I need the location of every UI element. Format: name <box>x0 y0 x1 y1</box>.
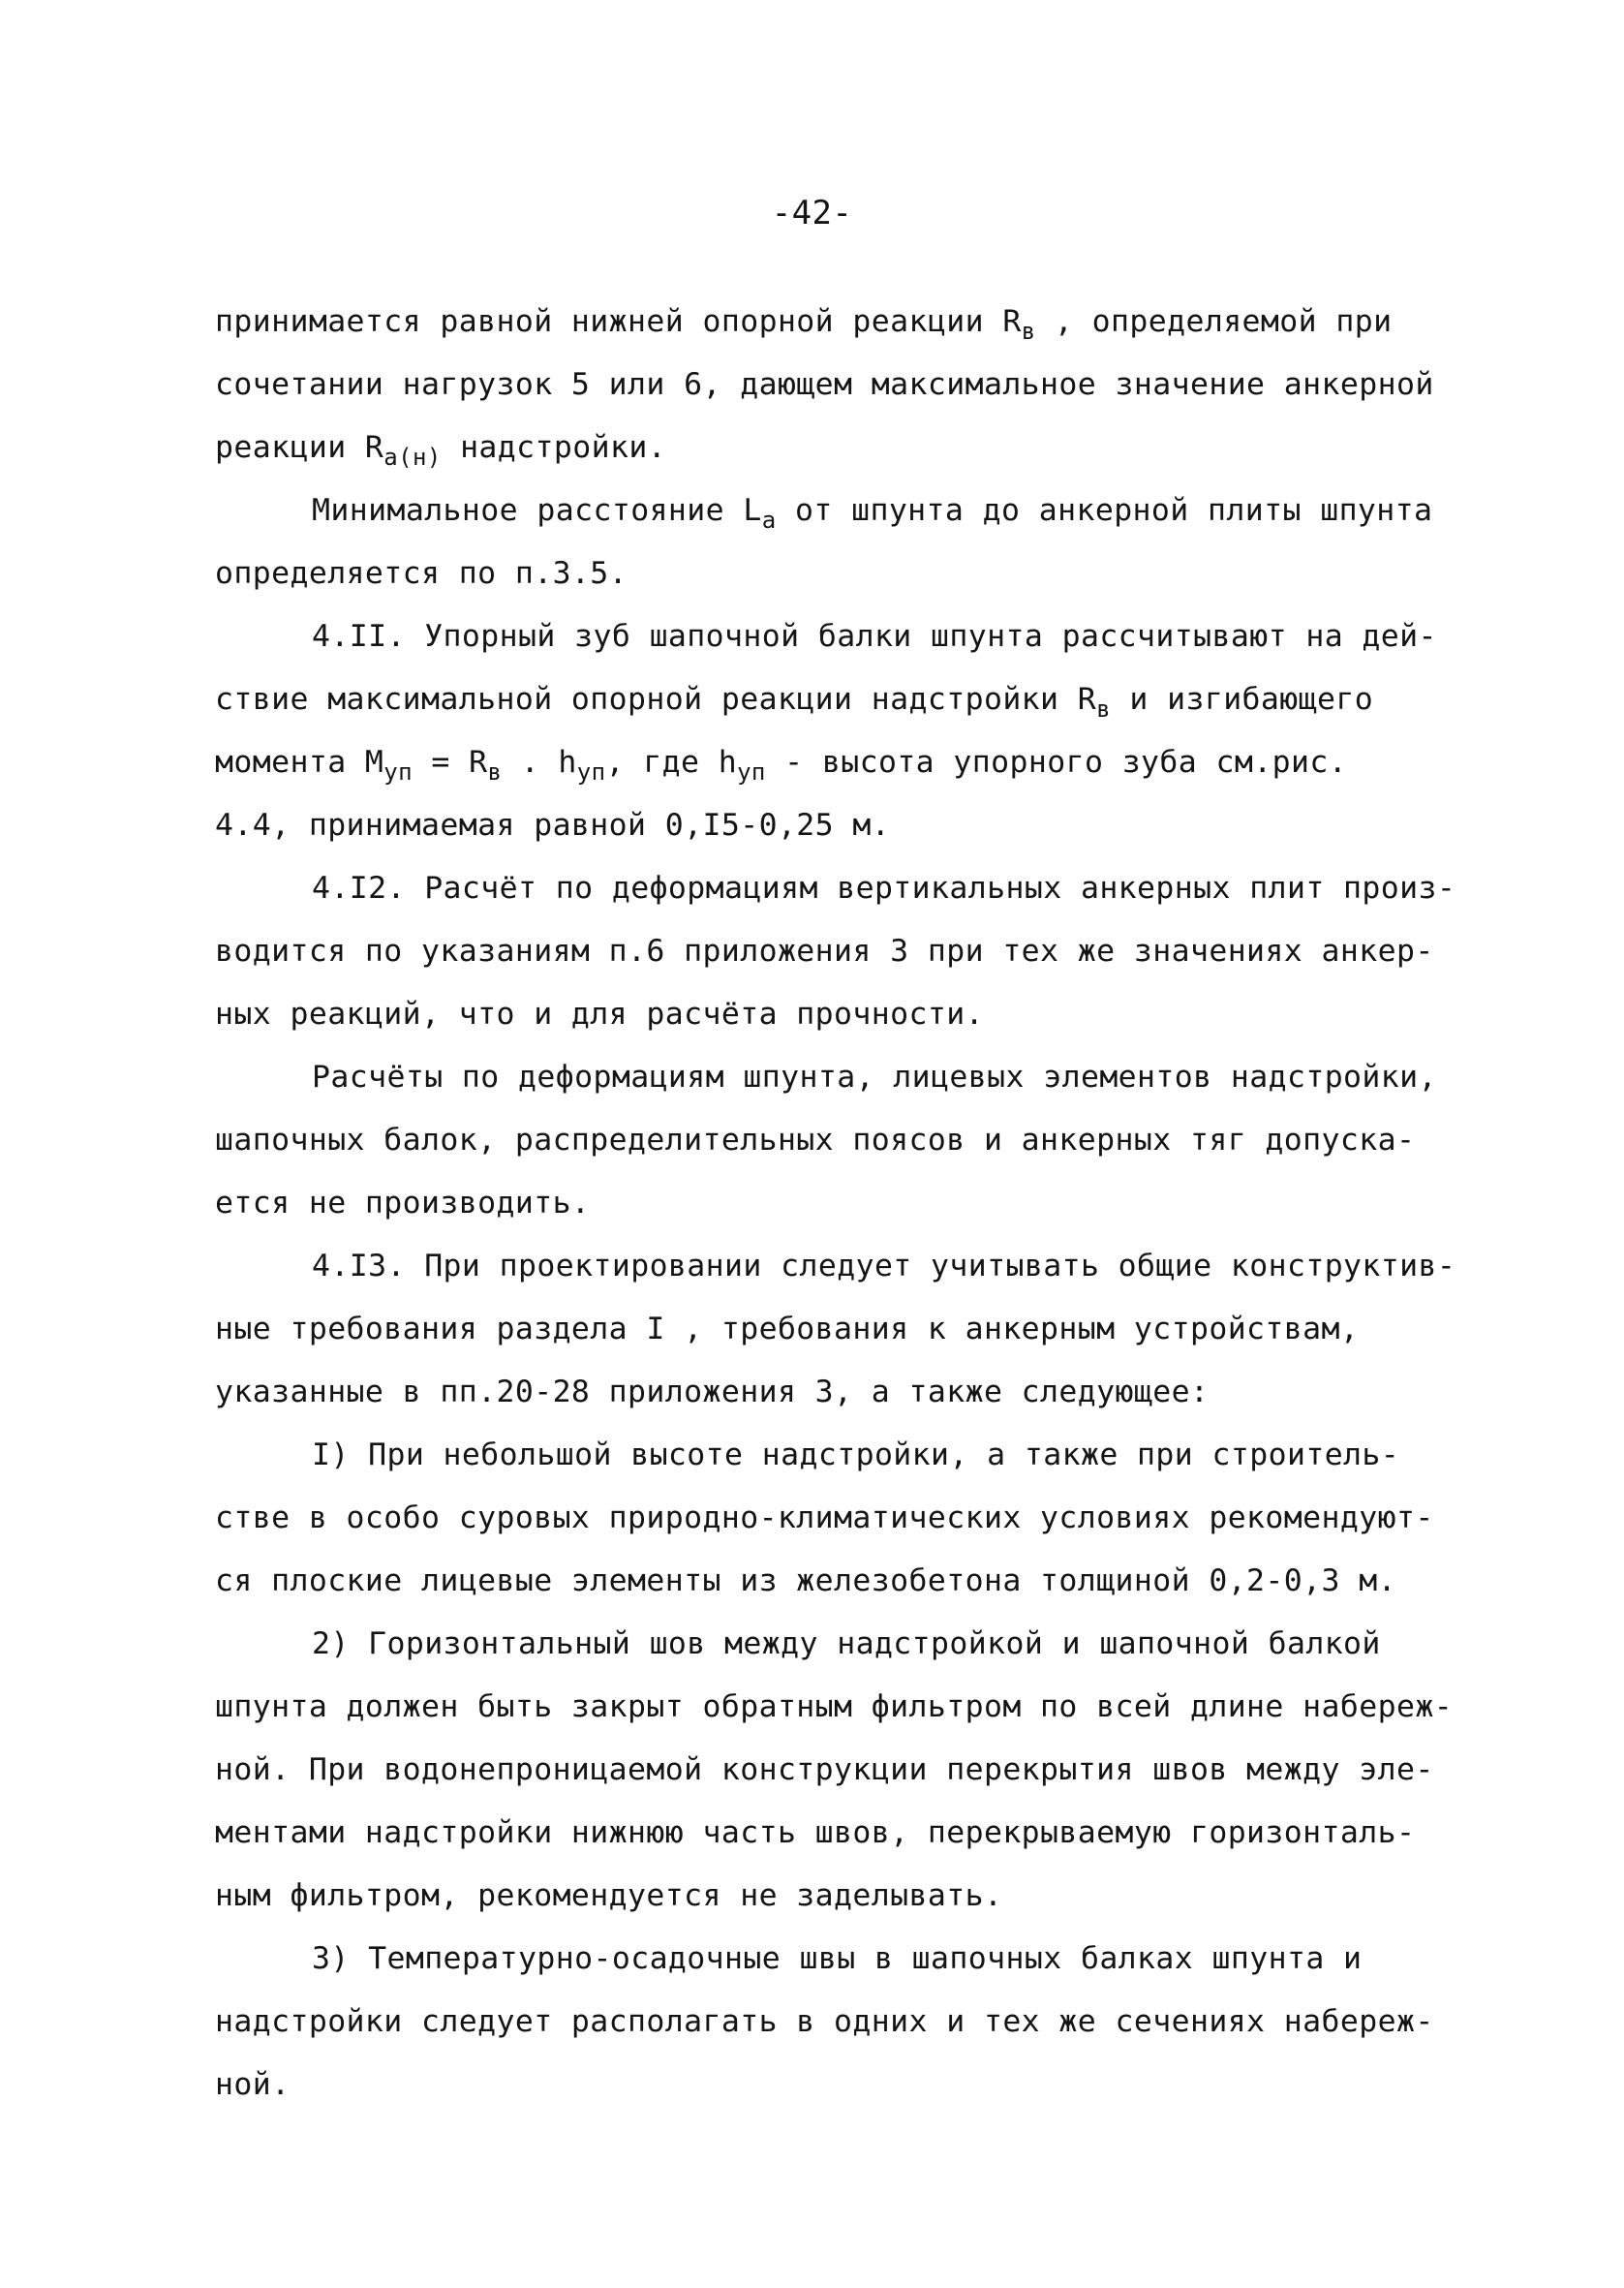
paragraph-continuation <box>215 291 1474 479</box>
text-line: 4.I2. Расчёт по деформациям вертикальных анкерных плит произ- <box>312 871 1456 906</box>
text-line: шпунта должен быть закрыт обратным фильтром по всей длине набереж- <box>215 1689 1454 1724</box>
paragraph-4-13 <box>215 1235 1474 1424</box>
paragraph-min-distance <box>215 479 1474 605</box>
paragraph-4-12 <box>215 857 1474 1046</box>
list-item-2 <box>215 1613 1474 1928</box>
text-line: ные требования раздела I , требования к анкерным устройствам, <box>215 1312 1360 1346</box>
text-line: 4.I3. При проектировании следует учитывать общие конструктив- <box>312 1249 1456 1283</box>
text-line: сочетании нагрузок 5 или 6, дающем максимальное значение анкерной <box>215 367 1434 402</box>
text-line: ным фильтром, рекомендуется не заделывать. <box>215 1878 1003 1913</box>
text-line: ся плоские лицевые элементы из железобетона толщиной 0,2-0,3 м. <box>215 1563 1396 1598</box>
text-line: ных реакций, что и для расчёта прочности. <box>215 997 984 1032</box>
list-item-3 <box>215 1928 1474 2117</box>
text-line: шапочных балок, распределительных поясов и анкерных тяг допуска- <box>215 1123 1416 1158</box>
text-line: ной. При водонепроницаемой конструкции перекрытия швов между эле- <box>215 1752 1434 1787</box>
text-line: реакции $R_{а(н)}$ надстройки. <box>215 430 667 471</box>
text-line: Расчёты по деформациям шпунта, лицевых элементов надстройки, <box>312 1060 1437 1095</box>
text-line: надстройки следует располагать в одних и тех же сечениях набереж- <box>215 2004 1434 2039</box>
text-line: 2) Горизонтальный шов между надстройкой и шапочной балкой <box>312 1626 1381 1661</box>
text-line: указанные в пп.20-28 приложения 3, а также следующее: <box>215 1375 1210 1409</box>
paragraph-4-11 <box>215 605 1474 857</box>
text-line: определяется по п.3.5. <box>215 556 628 591</box>
text-line: ной. <box>215 2067 291 2102</box>
text-line: Минимальное расстояние $L_а$ от шпунта до анкерной плиты шпунта <box>312 493 1433 534</box>
text-line: ется не производить. <box>215 1186 591 1221</box>
body-text <box>215 291 1474 2117</box>
text-line: 4.4, принимаемая равной 0,I5-0,25 м. <box>215 808 891 843</box>
page-number: -42- <box>771 194 853 232</box>
text-line: ствие максимальной опорной реакции надстройки $R_в$ и изгибающего <box>215 682 1374 723</box>
text-line: стве в особо суровых природно-климатических условиях рекомендуют- <box>215 1500 1434 1535</box>
text-line: 3) Температурно-осадочные швы в шапочных балках шпунта и <box>312 1941 1363 1976</box>
text-line: I) При небольшой высоте надстройки, а также при строитель- <box>312 1438 1400 1472</box>
text-line: 4.II. Упорный зуб шапочной балки шпунта рассчитывают на дей- <box>312 619 1437 654</box>
text-line: водится по указаниям п.6 приложения 3 при тех же значениях анкер- <box>215 934 1434 969</box>
text-line: момента $М_{уп} = R_в$ . $h_{уп}$, где $h_{уп}$ - высота упорного зуба см.рис. <box>215 745 1348 786</box>
list-item-1 <box>215 1424 1474 1613</box>
paragraph-deformation-calcs <box>215 1046 1474 1235</box>
text-line: ментами надстройки нижнюю часть швов, перекрываемую горизонталь- <box>215 1815 1416 1850</box>
text-line: принимается равной нижней опорной реакции $R_в$ , определяемой при <box>215 304 1393 345</box>
